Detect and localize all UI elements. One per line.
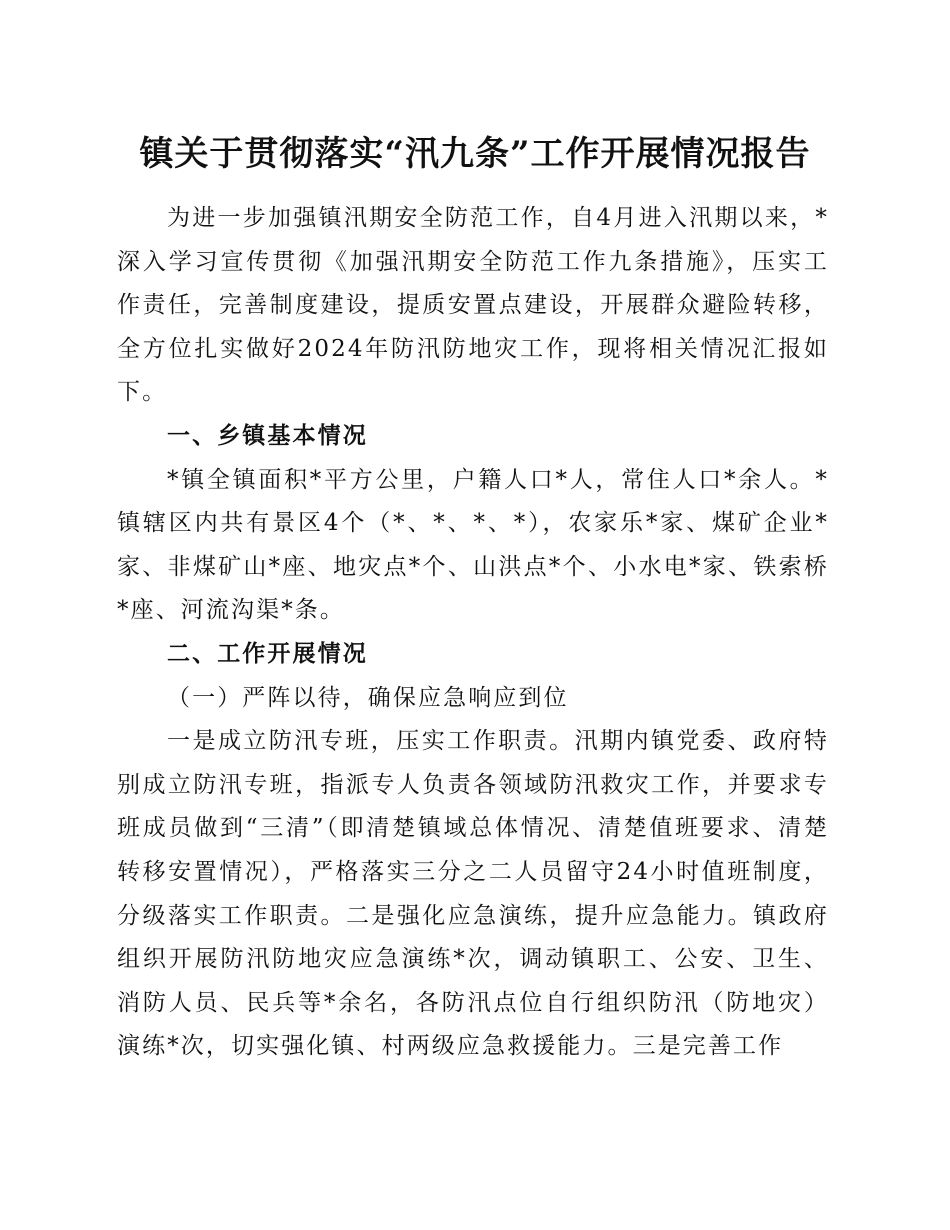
section2-paragraph: 一是成立防汛专班，压实工作职责。汛期内镇党委、政府特别成立防汛专班，指派专人负责各领域防汛救灾工作，并要求专班成员做到“三清”（即清楚镇域总体情况、清楚值班要求、清楚转移安置情况），严格落实三分之二人员留守24小时值班制度，分级落实工作职责。二是强化应急演练，提升应急能力。镇政府组织开展防汛防地灾应急演练*次，调动镇职工、公安、卫生、消防人员、民兵等*余名，各防汛点位自行组织防汛（防地灾）演练*次，切实强化镇、村两级应急救援能力。三是完善工作 — [117, 728, 829, 1060]
section2-heading: 二、工作开展情况 — [167, 640, 368, 667]
section1-heading: 一、乡镇基本情况 — [167, 422, 368, 449]
document-title: 镇关于贯彻落实“汛九条”工作开展情况报告 — [139, 134, 811, 174]
section1-paragraph: *镇全镇面积*平方公里，户籍人口*人，常住人口*余人。*镇辖区内共有景区4个（*、*、*、*），农家乐*家、煤矿企业*家、非煤矿山*座、地灾点*个、山洪点*个、小水电*家、铁索桥*座、河流沟渠*条。 — [117, 466, 829, 624]
document-body — [117, 197, 829, 1069]
section2-subheading: （一）严阵以待，确保应急响应到位 — [167, 684, 569, 711]
intro-paragraph: 为进一步加强镇汛期安全防范工作，自4月进入汛期以来，*深入学习宣传贯彻《加强汛期安全防范工作九条措施》，压实工作责任，完善制度建设，提质安置点建设，开展群众避险转移，全方位扎实做好2024年防汛防地灾工作，现将相关情况汇报如下。 — [117, 205, 829, 406]
